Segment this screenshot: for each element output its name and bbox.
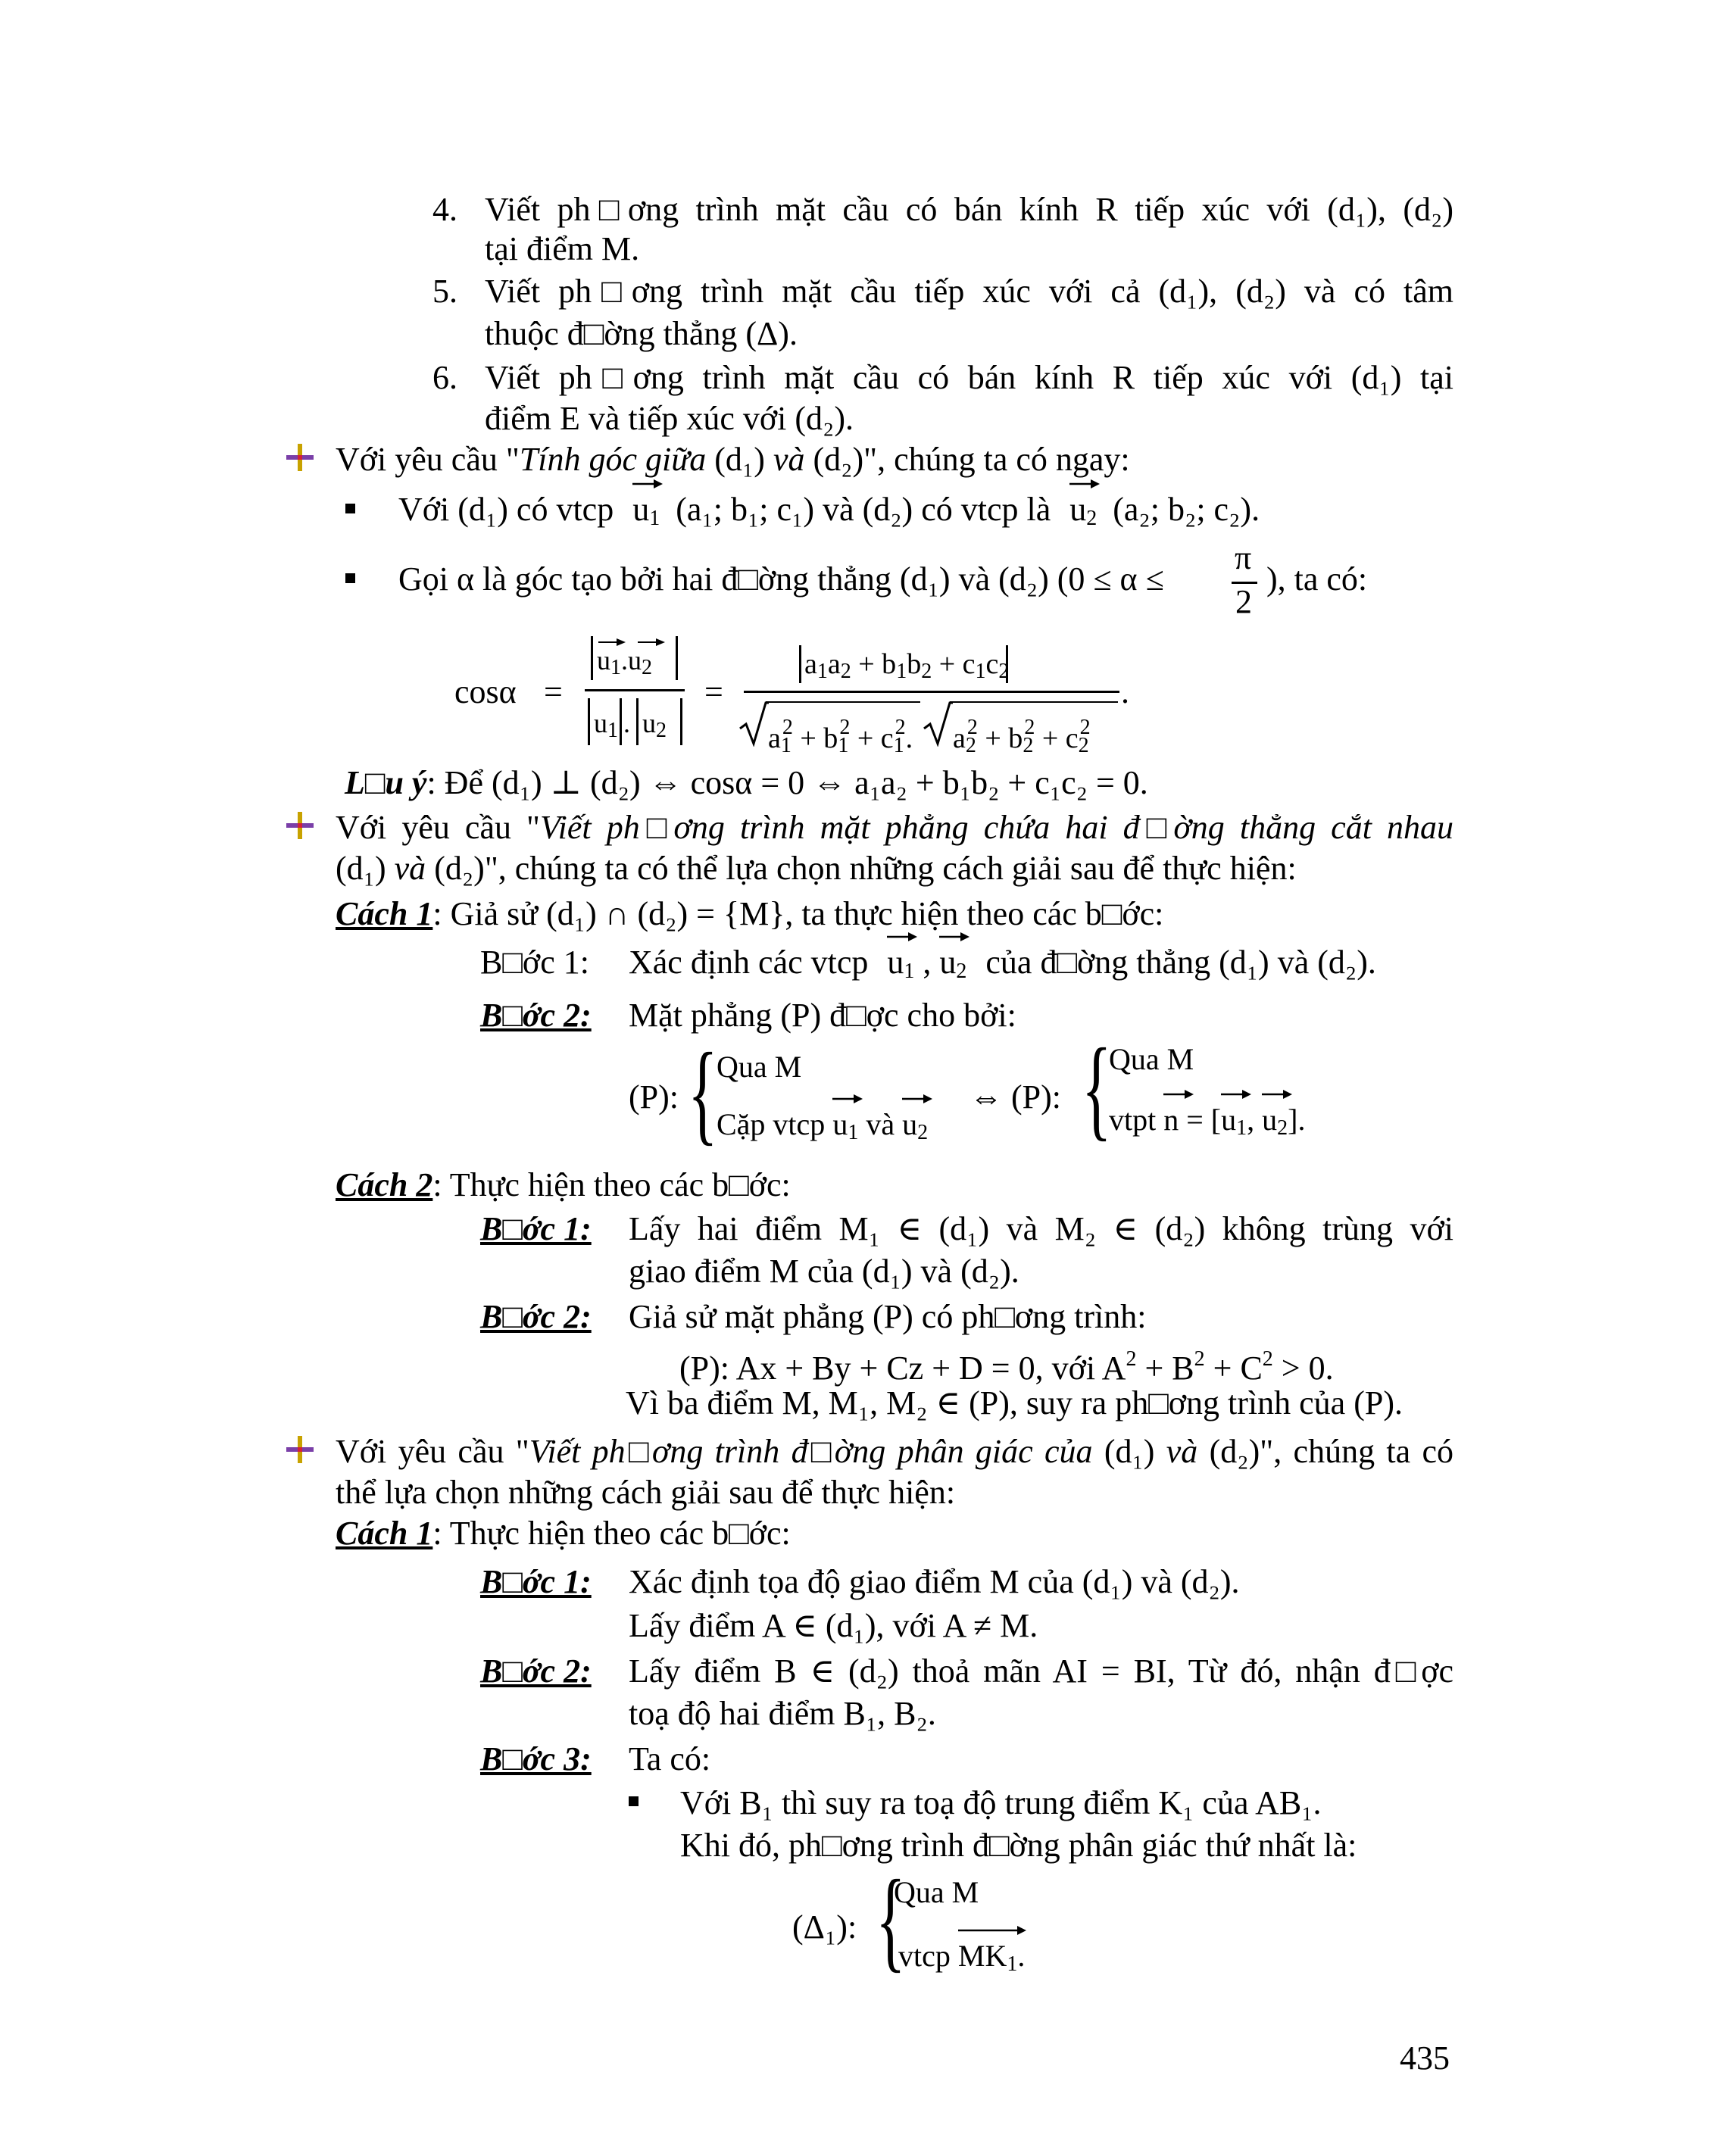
vector-arrow-icon	[1069, 479, 1100, 489]
plane-step-2-text: Vì ba điểm M, M₁, M₂ ∈ (P), suy ra ph□ơng trình của (P).	[626, 1384, 1403, 1421]
bisector-bullet: Với B₁ thì suy ra toạ độ trung điểm K₁ của AB₁.	[680, 1784, 1322, 1821]
bullet-icon	[345, 504, 355, 513]
bullet-icon	[345, 573, 355, 583]
item-text: điểm E và tiếp xúc với (d₂).	[485, 400, 854, 437]
bisector-intro-2: thể lựa chọn những cách giải sau để thực hiện:	[336, 1474, 956, 1511]
bisector-intro: Với yêu cầu "Viết ph□ơng trình đ□ờng phân giác của (d₁) và (d₂)", chúng ta có	[336, 1433, 1453, 1470]
section-marker-icon	[285, 1434, 315, 1465]
vector-arrow-icon	[1262, 1089, 1292, 1100]
plane-step-label: B□ớc 2:	[480, 997, 592, 1034]
angle-note: L□u ý: Để (d₁) ⊥ (d₂) ⇔ cosα = 0 ⇔ a₁a₂ + b₁b₂ + c₁c₂ = 0.	[345, 764, 1148, 801]
bisector-step-3-text: Ta có:	[629, 1740, 711, 1777]
item-text: Viết ph□ơng trình mặt cầu tiếp xúc với cả (d₁), (d₂) và có tâm	[485, 273, 1453, 310]
plane-step-label: B□ớc 1:	[480, 944, 589, 981]
vector-arrow-icon	[958, 1925, 1026, 1936]
plane-equation: (P): Ax + By + Cz + D = 0, với $A^2 + B^2 + C^2 > 0$.	[679, 1347, 1334, 1387]
sqrt-icon	[738, 701, 769, 747]
angle-intro: Với yêu cầu "Tính góc giữa (d₁) và (d₂)", chúng ta có ngay:	[336, 441, 1130, 478]
bisector-step-label: B□ớc 2:	[480, 1652, 592, 1690]
plane-method-2: Cách 2: Thực hiện theo các b□ớc:	[336, 1166, 791, 1203]
angle-bullet-1: Với (d₁) có vtcp $u_1$ (a₁; b₁; c₁) và (d₂) có vtcp là $u_2$ (a₂; b₂; c₂).	[398, 489, 1260, 539]
plane-step-1-text: Lấy hai điểm M₁ ∈ (d₁) và M₂ ∈ (d₂) không trùng với	[629, 1210, 1453, 1247]
item-number: 4.	[432, 191, 457, 228]
vector-arrow-icon	[902, 1094, 932, 1104]
plane-intro: Với yêu cầu "Viết ph□ơng trình mặt phẳng chứa hai đ□ờng thẳng cắt nhau	[336, 809, 1453, 846]
item-text: tại điểm M.	[485, 230, 640, 267]
item-text: Viết ph□ơng trình mặt cầu có bán kính R tiếp xúc với (d₁), (d₂)	[485, 191, 1453, 228]
bisector-bullet-cont: Khi đó, ph□ơng trình đ□ờng phân giác thứ nhất là:	[680, 1827, 1357, 1864]
section-marker-icon	[285, 442, 315, 473]
plane-step-label: B□ớc 2:	[480, 1298, 592, 1335]
vector-arrow-icon	[1163, 1089, 1194, 1100]
pi-over-two: π 2	[1227, 544, 1263, 627]
bisector-system: (Δ₁): { Qua M vtcp $MK_1$.	[792, 1857, 1026, 1983]
vector-arrow-icon	[632, 479, 663, 489]
vector-arrow-icon	[638, 638, 665, 647]
plane-step-1-text: giao điểm M của (d₁) và (d₂).	[629, 1253, 1019, 1290]
angle-bullet-2: Gọi α là góc tạo bởi hai đ□ờng thẳng (d₁) và (d₂) (0 ≤ α ≤	[398, 560, 1164, 598]
item-number: 5.	[432, 273, 457, 310]
bisector-step-2-text: Lấy điểm B ∈ (d₂) thoả mãn AI = BI, Từ đó, nhận đ□ợc	[629, 1652, 1453, 1690]
bullet-icon	[629, 1796, 639, 1806]
item-text: thuộc đ□ờng thẳng (Δ).	[485, 315, 798, 352]
plane-step-label: B□ớc 1:	[480, 1210, 592, 1247]
plane-step-2-text: Giả sử mặt phẳng (P) có ph□ơng trình:	[629, 1298, 1147, 1335]
plane-step-1: Xác định các vtcp $u_1$ , $u_2$ của đ□ờng thẳng (d₁) và (d₂).	[629, 942, 1376, 992]
angle-bullet-2-end: ), ta có:	[1266, 560, 1368, 598]
plane-method-1: Cách 1: Giả sử (d₁) ∩ (d₂) = {M}, ta thực hiện theo các b□ớc:	[336, 895, 1164, 932]
sqrt-icon	[923, 701, 953, 747]
vector-arrow-icon	[939, 932, 969, 942]
vector-arrow-icon	[832, 1094, 863, 1104]
vector-arrow-icon	[887, 932, 917, 942]
item-number: 6.	[432, 359, 457, 396]
plane-system: (P): { Qua M Cặp vtcp $u_1$ và $u_2$ ⇔ (P): { Qua M vtpt n = [ $u_1$, $u_2$].	[629, 1025, 1306, 1156]
cos-formula: cosα = $u_1.u_2$ $u_1$ . $u_2$ = $a_1a_2 + b_1b_2 + c_1c_2$ $a_1^2 + b_1^2 + c_1^2$. $a_2^2 + b_2^2 + c_2^2$ .	[454, 629, 1136, 757]
bisector-step-1-text: Lấy điểm A ∈ (d₁), với A ≠ M.	[629, 1607, 1038, 1644]
item-text: Viết ph□ơng trình mặt cầu có bán kính R tiếp xúc với (d₁) tại	[485, 359, 1453, 396]
vector-arrow-icon	[1221, 1089, 1251, 1100]
bisector-method-1: Cách 1: Thực hiện theo các b□ớc:	[336, 1515, 791, 1552]
bisector-step-2-text: toạ độ hai điểm B₁, B₂.	[629, 1695, 936, 1732]
plane-step-2: Mặt phẳng (P) đ□ợc cho bởi:	[629, 997, 1016, 1034]
plane-intro-2: (d₁) và (d₂)", chúng ta có thể lựa chọn những cách giải sau để thực hiện:	[336, 850, 1297, 887]
vector-arrow-icon	[598, 638, 626, 647]
bisector-step-label: B□ớc 1:	[480, 1563, 592, 1600]
page-number: 435	[1400, 2039, 1450, 2077]
bisector-step-label: B□ớc 3:	[480, 1740, 592, 1777]
bisector-step-1-text: Xác định tọa độ giao điểm M của (d₁) và (d₂).	[629, 1563, 1240, 1600]
section-marker-icon	[285, 810, 315, 841]
